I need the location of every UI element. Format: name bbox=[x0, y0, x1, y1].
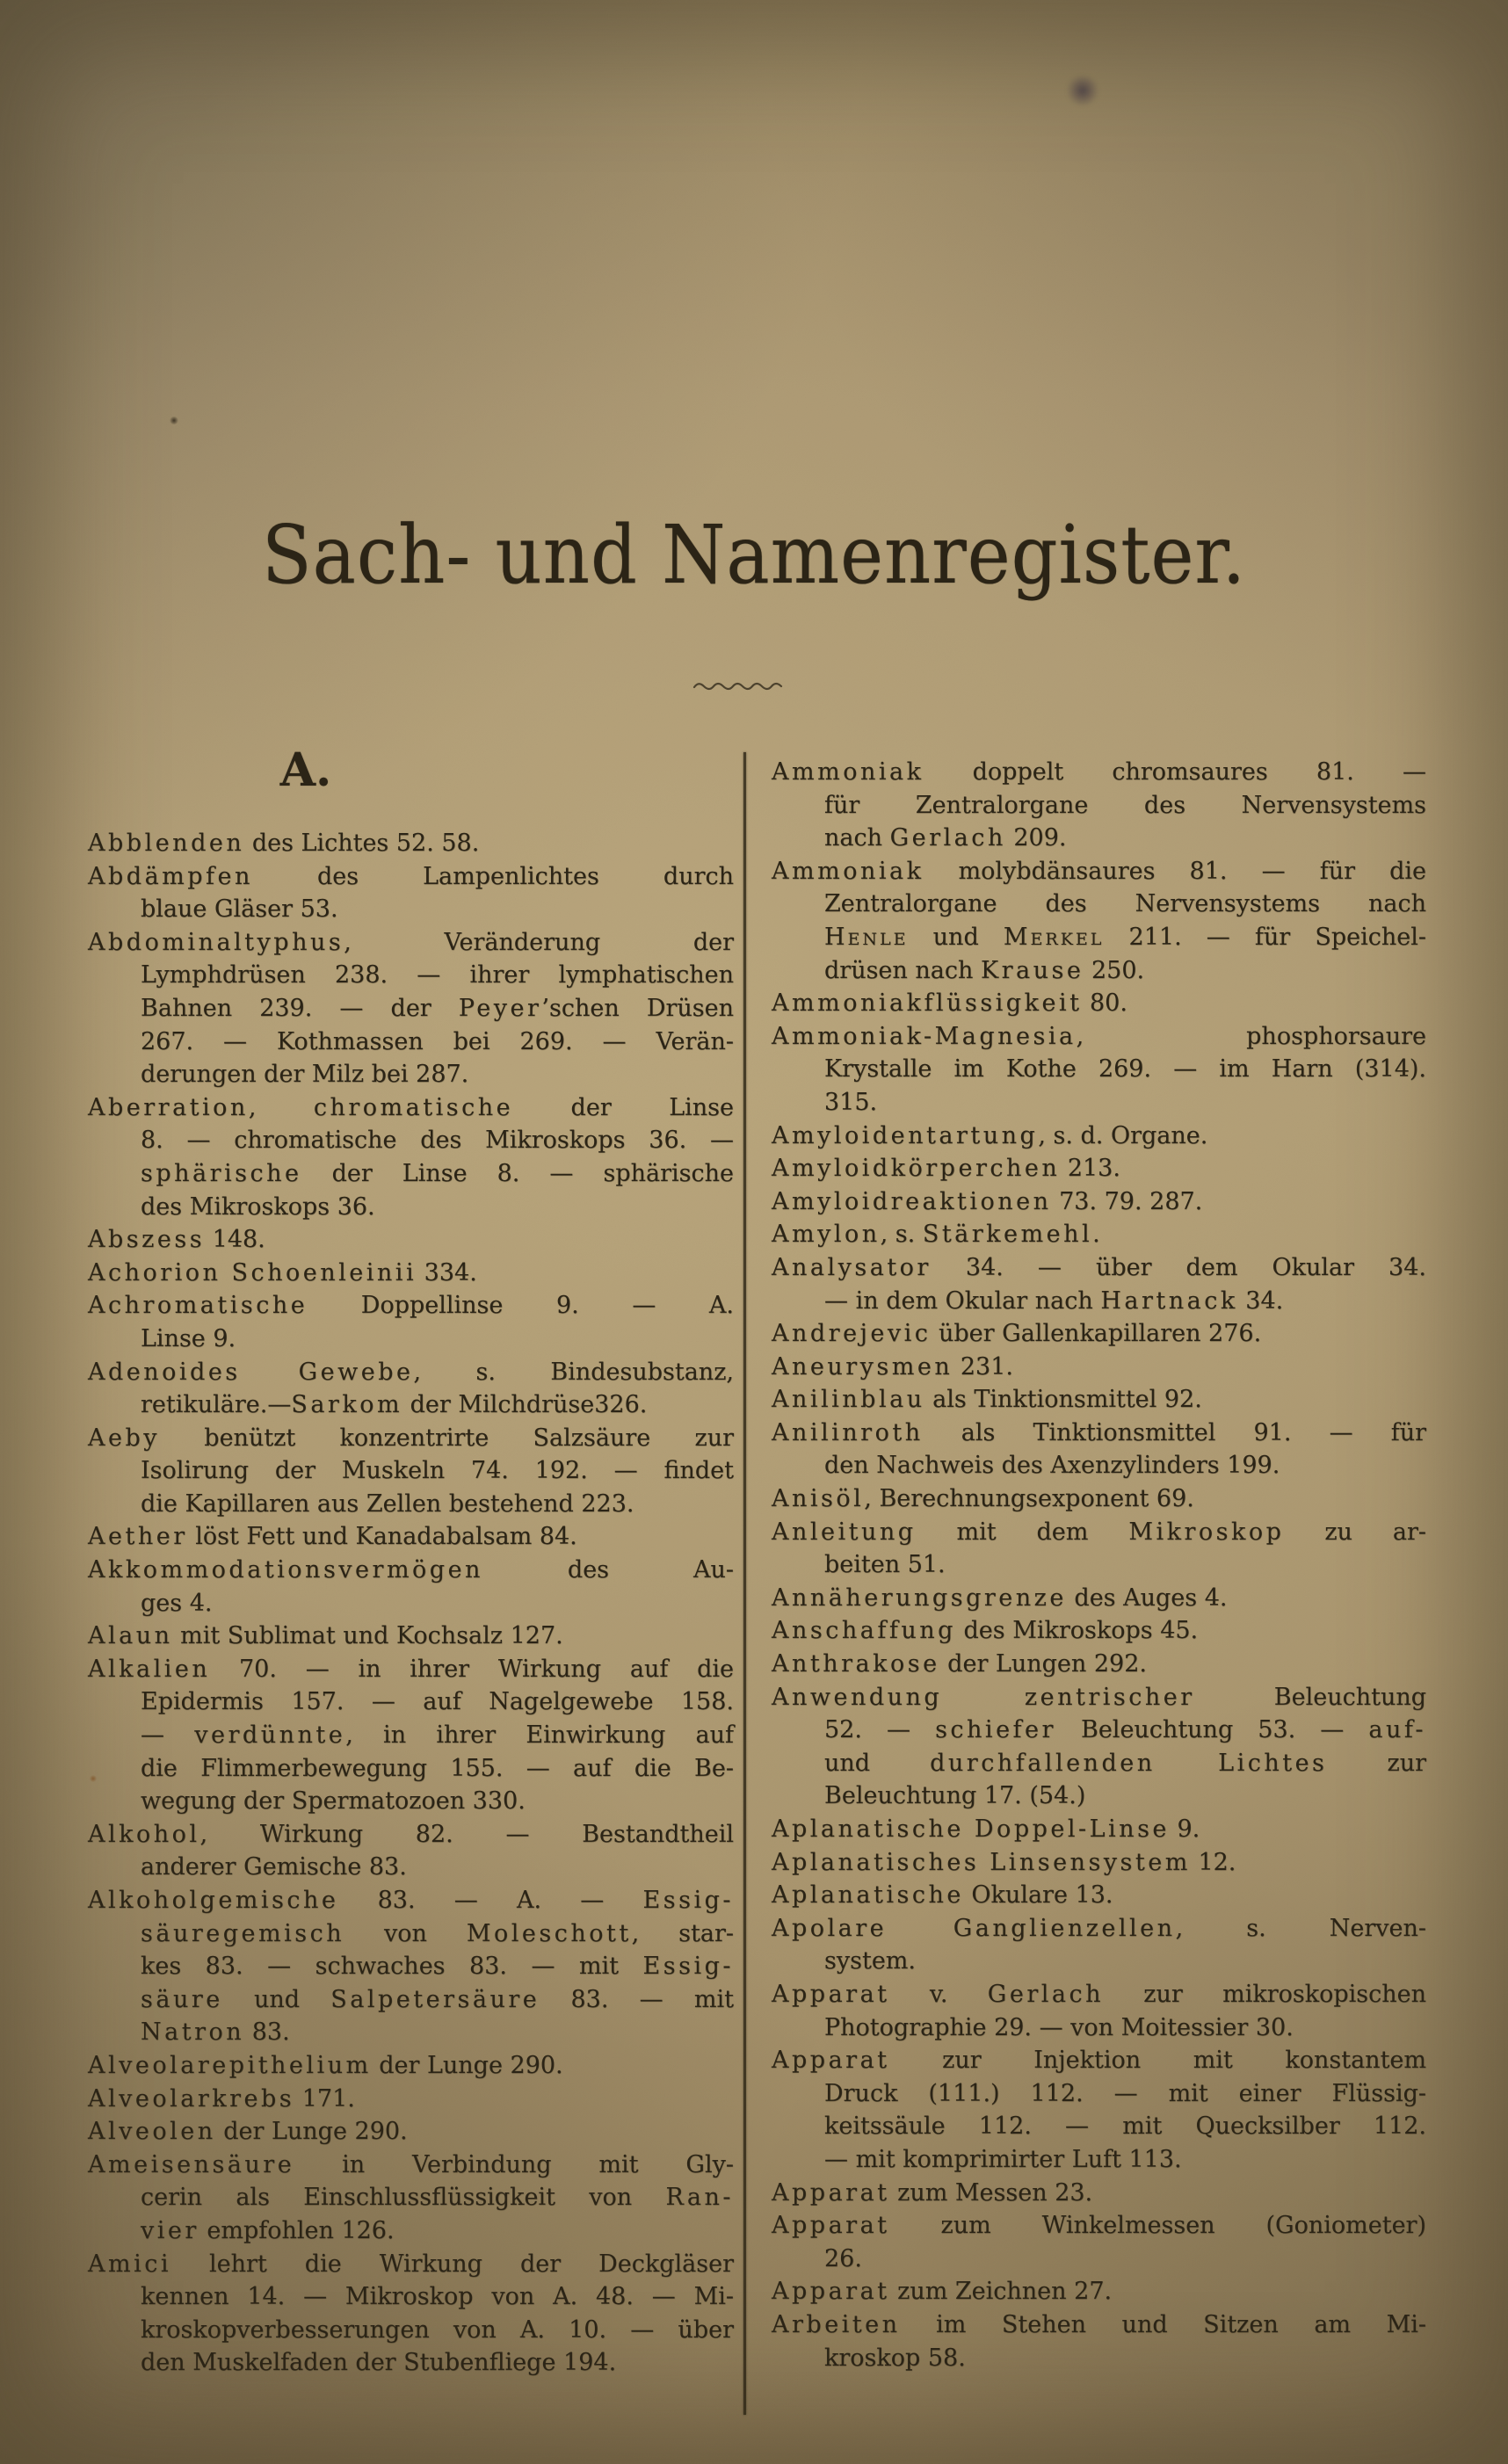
index-entry bbox=[772, 855, 1426, 987]
index-line: Apolare Ganglienzellen, s. Nerven- bbox=[772, 1914, 1426, 1942]
index-line: Alveolen der Lunge 290. bbox=[88, 2118, 408, 2146]
index-line: keitssäule 112. — mit Quecksilber 112. bbox=[824, 2113, 1426, 2141]
index-line: Aneurysmen 231. bbox=[772, 1352, 1013, 1381]
index-entry bbox=[772, 1383, 1426, 1417]
index-line: Bahnen 239. — der Peyer’schen Drüsen bbox=[141, 994, 735, 1022]
index-line: Anleitung mit dem Mikroskop zu ar- bbox=[772, 1518, 1427, 1546]
page-title: Sach- und Namenregister. bbox=[262, 508, 1246, 602]
index-entry bbox=[772, 1020, 1426, 1120]
index-line: sphärische der Linse 8. — sphärische bbox=[141, 1159, 734, 1187]
index-entry bbox=[88, 1818, 734, 1884]
index-entry bbox=[772, 1351, 1426, 1384]
index-line: Anisöl, Berechnungsexponent 69. bbox=[772, 1485, 1194, 1513]
index-line: Arbeiten im Stehen und Sitzen am Mi- bbox=[772, 2310, 1426, 2338]
index-line: beiten 51. bbox=[824, 1551, 946, 1579]
index-entry bbox=[88, 1257, 734, 1290]
index-entry bbox=[772, 1813, 1426, 1846]
index-line: kroskopverbesserungen von A. 10. — über bbox=[141, 2315, 734, 2344]
index-line: — verdünnte, in ihrer Einwirkung auf bbox=[141, 1721, 734, 1750]
index-entry bbox=[772, 1120, 1426, 1153]
index-entry bbox=[88, 827, 734, 860]
index-line: säure und Salpetersäure 83. — mit bbox=[141, 1985, 734, 2013]
index-entry bbox=[88, 2115, 734, 2149]
index-line: Alkoholgemische 83. — A. — Essig- bbox=[88, 1887, 734, 1914]
index-line: den Muskelfaden der Stubenfliege 194. bbox=[141, 2349, 617, 2377]
index-line: Achorion Schoenleinii 334. bbox=[88, 1258, 477, 1286]
index-line: Anthrakose der Lungen 292. bbox=[772, 1650, 1147, 1678]
index-line: Akkommodationsvermögen des Au- bbox=[88, 1556, 734, 1584]
index-line: Apparat zum Winkelmessen (Goniometer) bbox=[772, 2212, 1426, 2240]
index-entry bbox=[772, 1251, 1426, 1317]
index-line: Linse 9. bbox=[141, 1324, 236, 1352]
index-entry bbox=[88, 1422, 734, 1521]
index-entry bbox=[772, 1185, 1426, 1219]
index-entry bbox=[772, 1846, 1426, 1880]
index-entry bbox=[772, 2044, 1426, 2176]
index-line: blaue Gläser 53. bbox=[141, 895, 338, 924]
index-line: cerin als Einschlussflüssigkeit von Ran- bbox=[141, 2184, 734, 2212]
index-line: retikuläre.—Sarkom der Milchdrüse326. bbox=[141, 1391, 648, 1419]
index-entry bbox=[772, 2209, 1426, 2275]
index-entry bbox=[88, 926, 734, 1091]
index-line: Anilinroth als Tinktionsmittel 91. — für bbox=[772, 1418, 1426, 1446]
index-line: Amyloidreaktionen 73. 79. 287. bbox=[772, 1187, 1203, 1215]
index-entry bbox=[772, 2308, 1426, 2374]
index-line: Analysator 34. — über dem Okular 34. bbox=[772, 1253, 1426, 1281]
index-line: vier empfohlen 126. bbox=[141, 2216, 395, 2244]
index-line: Amyloidkörperchen 213. bbox=[772, 1155, 1120, 1183]
index-line: Anschaffung des Mikroskops 45. bbox=[772, 1617, 1199, 1645]
index-entry bbox=[772, 2275, 1426, 2308]
index-line: Adenoides Gewebe, s. Bindesubstanz, bbox=[88, 1358, 735, 1386]
index-entry bbox=[88, 2049, 734, 2083]
index-entry bbox=[772, 1614, 1426, 1648]
index-entry bbox=[88, 2248, 734, 2380]
index-entry bbox=[772, 2177, 1426, 2210]
index-line: den Nachweis des Axenzylinders 199. bbox=[824, 1452, 1280, 1480]
index-line: Isolirung der Muskeln 74. 192. — findet bbox=[141, 1457, 734, 1485]
index-line: Abdominaltyphus, Veränderung der bbox=[88, 928, 734, 956]
index-entry bbox=[772, 1218, 1426, 1251]
index-line: Apparat zum Zeichnen 27. bbox=[772, 2278, 1113, 2306]
index-line: Alkohol, Wirkung 82. — Bestandtheil bbox=[88, 1820, 734, 1848]
index-line: Krystalle im Kothe 269. — im Harn (314). bbox=[824, 1055, 1426, 1083]
index-line: Aplanatische Doppel-Linse 9. bbox=[772, 1815, 1200, 1843]
index-line: ges 4. bbox=[141, 1589, 213, 1617]
index-line: Annäherungsgrenze des Auges 4. bbox=[772, 1583, 1228, 1612]
index-line: Aplanatisches Linsensystem 12. bbox=[772, 1848, 1236, 1876]
index-column-right bbox=[772, 756, 1426, 2374]
index-entry bbox=[88, 860, 734, 926]
index-column-left bbox=[88, 827, 734, 2380]
index-line: Photographie 29. — von Moitessier 30. bbox=[824, 2013, 1294, 2041]
index-entry bbox=[88, 2149, 734, 2248]
index-line: Natron 83. bbox=[141, 2018, 290, 2047]
index-entry bbox=[88, 1289, 734, 1355]
index-line: Alkalien 70. — in ihrer Wirkung auf die bbox=[88, 1655, 734, 1683]
index-entry bbox=[772, 1879, 1426, 1912]
index-line: Apparat zum Messen 23. bbox=[772, 2178, 1093, 2207]
index-line: kroskop 58. bbox=[824, 2344, 966, 2372]
index-line: Epidermis 157. — auf Nagelgewebe 158. bbox=[141, 1688, 734, 1716]
index-entry bbox=[88, 2083, 734, 2116]
index-line: Aeby benützt konzentrirte Salzsäure zur bbox=[88, 1424, 734, 1452]
index-line: säuregemisch von Moleschott, star- bbox=[141, 1919, 734, 1947]
index-line: drüsen nach Krause 250. bbox=[824, 956, 1145, 984]
index-entry bbox=[772, 1482, 1426, 1516]
index-entry bbox=[772, 756, 1426, 855]
index-entry bbox=[772, 987, 1426, 1020]
index-line: Ammoniak-Magnesia, phosphorsaure bbox=[772, 1022, 1426, 1050]
index-line: Abblenden des Lichtes 52. 58. bbox=[88, 830, 480, 857]
index-line: Andrejevic über Gallenkapillaren 276. bbox=[772, 1320, 1262, 1348]
column-divider bbox=[743, 752, 746, 2415]
index-line: Druck (111.) 112. — mit einer Flüssig- bbox=[824, 2079, 1426, 2107]
index-line: Ammoniakflüssigkeit 80. bbox=[772, 989, 1127, 1018]
index-line: des Mikroskops 36. bbox=[141, 1192, 375, 1221]
index-line: Apparat zur Injektion mit konstantem bbox=[772, 2047, 1426, 2075]
index-entry bbox=[772, 1317, 1426, 1351]
index-line: Ammoniak molybdänsaures 81. — für die bbox=[772, 857, 1426, 885]
index-entry bbox=[772, 1152, 1426, 1185]
index-entry bbox=[772, 1978, 1426, 2044]
index-line: anderer Gemische 83. bbox=[141, 1853, 407, 1881]
section-heading: A. bbox=[279, 743, 332, 797]
index-entry bbox=[772, 1582, 1426, 1615]
index-line: für Zentralorgane des Nervensystems bbox=[824, 791, 1426, 819]
index-line: die Flimmerbewegung 155. — auf die Be- bbox=[141, 1754, 734, 1782]
index-line: 26. bbox=[824, 2244, 862, 2272]
ornament-squiggle bbox=[691, 678, 796, 692]
ink-speck bbox=[170, 417, 178, 424]
index-line: Alveolarkrebs 171. bbox=[88, 2084, 355, 2113]
index-line: Henle und Merkel 211. — für Speichel- bbox=[824, 923, 1426, 951]
index-line: 8. — chromatische des Mikroskops 36. — bbox=[141, 1127, 734, 1155]
index-entry bbox=[88, 1091, 734, 1223]
index-line: Abszess 148. bbox=[88, 1226, 265, 1254]
index-line: kes 83. — schwaches 83. — mit Essig- bbox=[141, 1953, 734, 1981]
index-line: kennen 14. — Mikroskop von A. 48. — Mi- bbox=[141, 2283, 734, 2311]
index-line: — in dem Okular nach Hartnack 34. bbox=[824, 1286, 1284, 1315]
index-line: Amyloidentartung, s. d. Organe. bbox=[772, 1121, 1208, 1149]
index-line: Alaun mit Sublimat und Kochsalz 127. bbox=[88, 1622, 563, 1650]
index-entry bbox=[772, 1648, 1426, 1681]
index-line: 52. — schiefer Beleuchtung 53. — auf- bbox=[824, 1716, 1426, 1744]
index-line: 267. — Kothmassen bei 269. — Verän- bbox=[141, 1027, 734, 1055]
index-line: Ammoniak doppelt chromsaures 81. — bbox=[772, 758, 1426, 786]
index-line: Abdämpfen des Lampenlichtes durch bbox=[88, 862, 734, 890]
index-line: Aberration, chromatische der Linse bbox=[88, 1093, 734, 1121]
index-entry bbox=[88, 1884, 734, 2049]
index-line: Anilinblau als Tinktionsmittel 92. bbox=[772, 1386, 1202, 1414]
index-entry bbox=[772, 1516, 1426, 1582]
index-line: Aplanatische Okulare 13. bbox=[772, 1881, 1113, 1910]
index-line: 315. bbox=[824, 1088, 878, 1116]
index-line: system. bbox=[824, 1947, 916, 1975]
index-entry bbox=[88, 1356, 734, 1422]
index-line: derungen der Milz bei 287. bbox=[141, 1061, 469, 1089]
index-line: nach Gerlach 209. bbox=[824, 824, 1067, 852]
index-line: Beleuchtung 17. (54.) bbox=[824, 1782, 1086, 1810]
index-entry bbox=[88, 1223, 734, 1257]
index-entry bbox=[88, 1620, 734, 1653]
index-line: Achromatische Doppellinse 9. — A. bbox=[88, 1292, 734, 1320]
index-line: Zentralorgane des Nervensystems nach bbox=[824, 890, 1426, 918]
index-entry bbox=[772, 1912, 1426, 1978]
index-entry bbox=[88, 1554, 734, 1620]
index-line: Amylon, s. Stärkemehl. bbox=[772, 1221, 1100, 1249]
index-entry bbox=[772, 1417, 1426, 1482]
index-line: Amici lehrt die Wirkung der Deckgläser bbox=[88, 2250, 734, 2278]
index-line: und durchfallenden Lichtes zur bbox=[824, 1749, 1426, 1777]
index-line: — mit komprimirter Luft 113. bbox=[824, 2145, 1182, 2173]
index-entry bbox=[88, 1520, 734, 1554]
index-line: Apparat v. Gerlach zur mikroskopischen bbox=[772, 1980, 1426, 2008]
ink-smudge bbox=[1065, 76, 1100, 105]
index-line: Aether löst Fett und Kanadabalsam 84. bbox=[88, 1523, 577, 1551]
index-entry bbox=[88, 1653, 734, 1818]
index-line: Ameisensäure in Verbindung mit Gly- bbox=[88, 2150, 734, 2178]
index-line: Anwendung zentrischer Beleuchtung bbox=[772, 1683, 1427, 1711]
index-line: Alveolarepithelium der Lunge 290. bbox=[88, 2051, 563, 2079]
index-entry bbox=[772, 1681, 1426, 1813]
index-line: wegung der Spermatozoen 330. bbox=[141, 1787, 526, 1815]
index-line: die Kapillaren aus Zellen bestehend 223. bbox=[141, 1489, 634, 1518]
index-line: Lymphdrüsen 238. — ihrer lymphatischen bbox=[141, 961, 734, 989]
